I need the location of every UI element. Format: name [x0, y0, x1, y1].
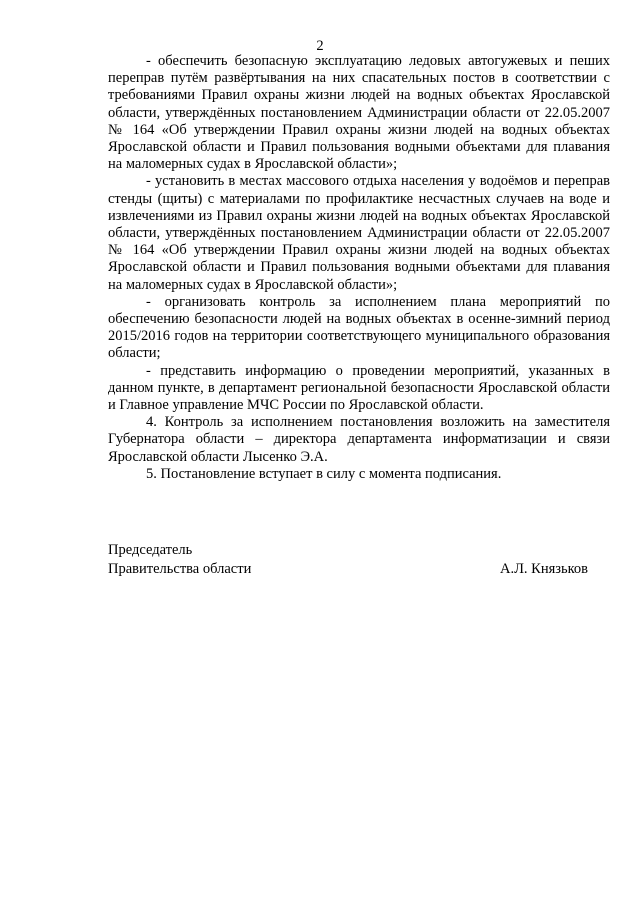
- signature-row: [108, 560, 610, 579]
- signature-block: [108, 541, 610, 579]
- paragraph-plan-control: - организовать контроль за исполнением плана мероприятий по обеспечению безопасности людей на водных объектах в осенне-зимний период 2015/2016 годов на территории соответствующего муниципального образования области;: [108, 293, 610, 362]
- paragraph-effective-date: 5. Постановление вступает в силу с момента подписания.: [146, 465, 502, 482]
- paragraph-safe-crossings: - обеспечить безопасную эксплуатацию ледовых автогужевых и пеших переправ путём развёртывания на них спасательных постов в соответствии с требованиями Правил охраны жизни людей на водных объектах Ярославской области, утверждённых постановлением Администрации области от 22.05.2007 № 164 «Об утверждении Правил охраны жизни людей на водных объектах Ярославской области и Правил пользования водными объектами для плавания на маломерных судах в Ярославской области»;: [108, 53, 610, 173]
- paragraph-report-info: - представить информацию о проведении мероприятий, указанных в данном пункте, в департамент региональной безопасности Ярославской области и Главное управление МЧС России по Ярославской области.: [108, 362, 610, 414]
- document-body: [108, 53, 610, 483]
- signature-title-line1: Председатель: [108, 542, 193, 558]
- page-number: 2: [316, 38, 324, 54]
- signatory-name: А.Л. Князьков: [499, 561, 588, 577]
- paragraph-info-stands: - установить в местах массового отдыха населения у водоёмов и переправ стенды (щиты) с материалами по профилактике несчастных случаев на воде и извлечениями из Правил охраны жизни людей на водных объектах Ярославской области, утверждённых постановлением Администрации области от 22.05.2007 № 164 «Об утверждении Правил охраны жизни людей на водных объектах Ярославской области и Правил пользования водными объектами для плавания на маломерных судах в Ярославской области»;: [108, 173, 610, 293]
- signature-title-line2: Правительства области: [108, 561, 252, 577]
- paragraph-oversight: 4. Контроль за исполнением постановления возложить на заместителя Губернатора области – директора департамента информатизации и связи Ярославской области Лысенко Э.А.: [108, 414, 610, 465]
